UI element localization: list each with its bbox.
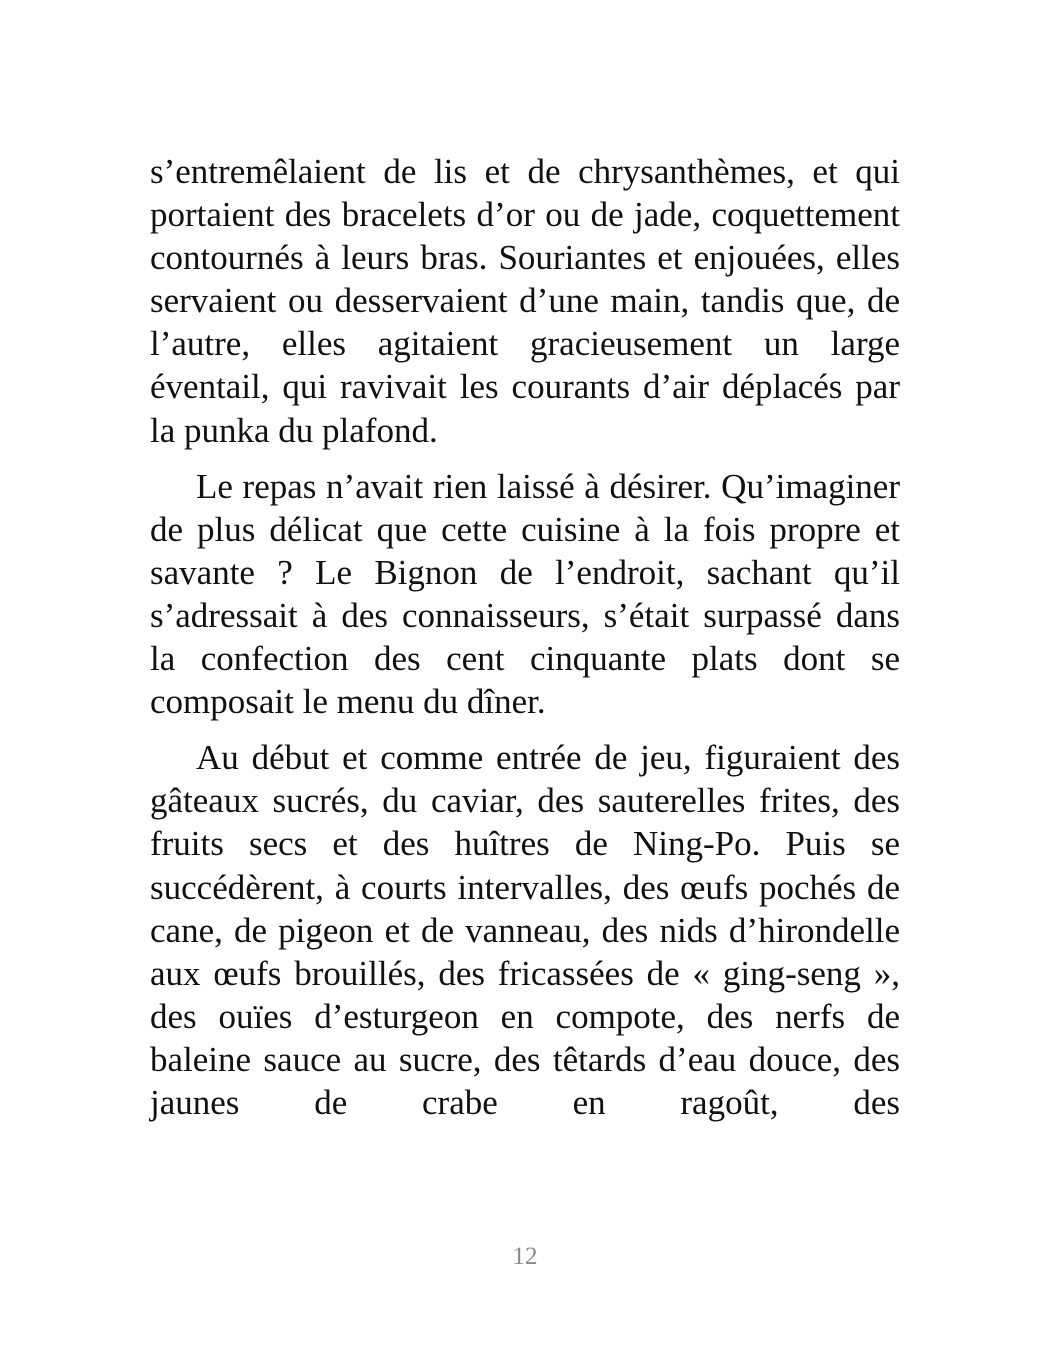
paragraph-1: s’entremêlaient de lis et de chrysanthèmes, et qui portaient des bracelets d’or ou de jade, coquettement contournés à leurs bras. Souriantes et enjouées, elles servaient ou desservaient d’une main, tandis que, de l’autre, elles agitaient gracieusement un large éventail, qui ravivait les courants d’air déplacés par la punka du plafond. <box>150 152 900 450</box>
paragraph-2: Le repas n’avait rien laissé à désirer. Qu’imaginer de plus délicat que cette cuisine à la fois propre et savante ? Le Bignon de l’endroit, sachant qu’il s’adressait à des connaisseurs, s’était surpassé dans la confection des cent cinquante plats dont se composait le menu du dîner. <box>150 466 900 722</box>
page-number: 12 <box>512 1243 538 1270</box>
paragraph-3: Au début et comme entrée de jeu, figuraient des gâteaux sucrés, du caviar, des sauterelles frites, des fruits secs et des huîtres de Ning-Po. Puis se succédèrent, à courts intervalles, des œufs pochés de cane, de pigeon et de vanneau, des nids d’hirondelle aux œufs brouillés, des fricassées de « ging-seng », des ouïes d’esturgeon en compote, des nerfs de baleine sauce au sucre, des têtards d’eau douce, des jaunes de crabe en ragoût, des <box>150 738 900 1122</box>
body-text <box>150 150 900 1137</box>
